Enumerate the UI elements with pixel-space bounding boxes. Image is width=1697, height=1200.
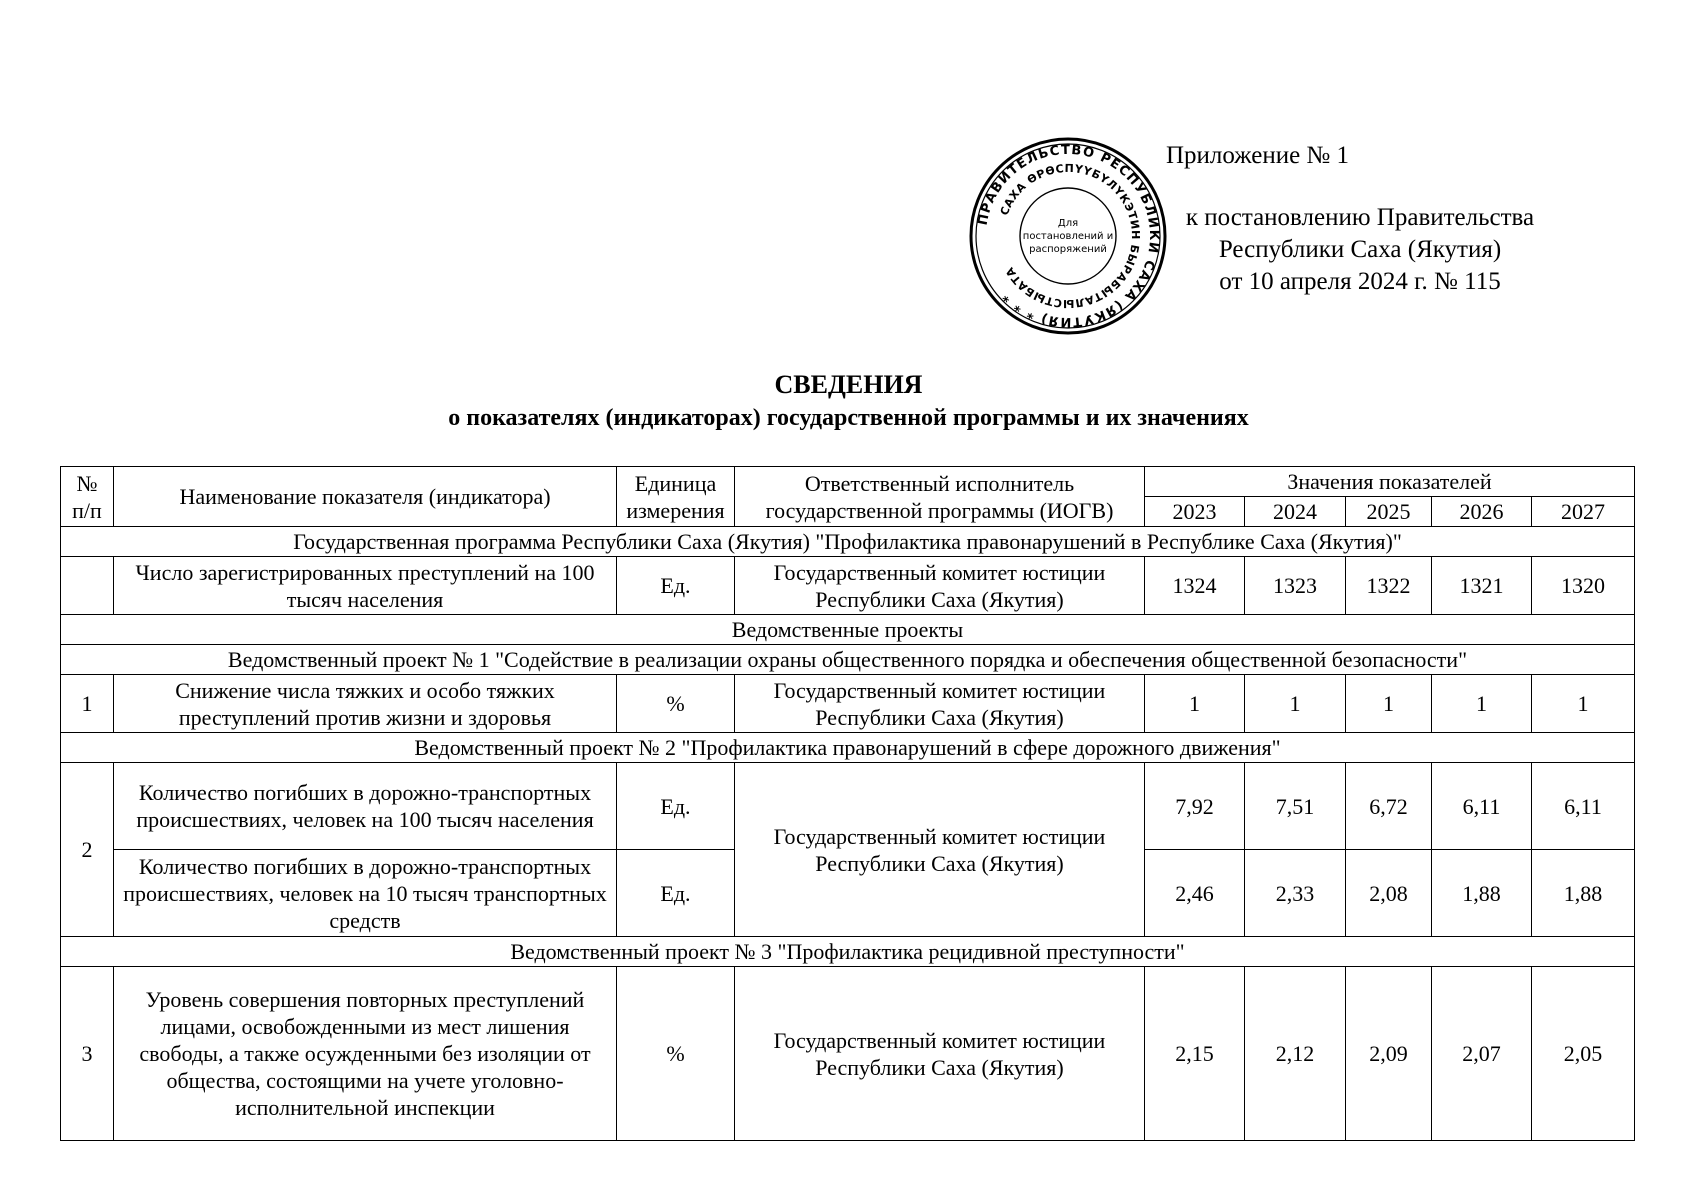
indicator-executor: Государственный комитет юстиции Республики Саха (Якутия): [735, 763, 1145, 937]
departmental-projects-title: Ведомственные проекты: [61, 615, 1635, 645]
value-cell: 6,72: [1346, 763, 1432, 850]
indicator-unit: %: [617, 967, 735, 1141]
header-year: 2024: [1245, 497, 1346, 527]
value-cell: 1: [1432, 675, 1532, 733]
value-cell: 2,46: [1145, 850, 1245, 937]
value-cell: 1320: [1532, 557, 1635, 615]
section-row: [61, 937, 1635, 967]
row-num: 1: [61, 675, 114, 733]
indicator-executor: Государственный комитет юстиции Республики Саха (Якутия): [735, 967, 1145, 1141]
section-row: [61, 615, 1635, 645]
document-title-block: [0, 368, 1697, 434]
value-cell: 1322: [1346, 557, 1432, 615]
row-num: [61, 557, 114, 615]
row-num: 3: [61, 967, 114, 1141]
value-cell: 2,07: [1432, 967, 1532, 1141]
value-cell: 2,33: [1245, 850, 1346, 937]
value-cell: 1323: [1245, 557, 1346, 615]
project-3-title: Ведомственный проект № 3 "Профилактика рецидивной преступности": [61, 937, 1635, 967]
document-title: СВЕДЕНИЯ: [774, 370, 923, 399]
seal-center-line-1: Для: [1057, 218, 1079, 229]
header-year: 2025: [1346, 497, 1432, 527]
appendix-decree-line: к постановлению Правительства: [1185, 204, 1535, 231]
appendix-republic-line: Республики Саха (Якутия): [1218, 236, 1502, 263]
value-cell: 2,15: [1145, 967, 1245, 1141]
indicator-name: Количество погибших в дорожно-транспортных происшествиях, человек на 100 тысяч населения: [114, 763, 617, 850]
header-year: 2026: [1432, 497, 1532, 527]
table-row: [61, 675, 1635, 733]
header-unit: Единица измерения: [617, 467, 735, 527]
section-row: [61, 645, 1635, 675]
value-cell: 1321: [1432, 557, 1532, 615]
project-2-title: Ведомственный проект № 2 "Профилактика правонарушений в сфере дорожного движения": [61, 733, 1635, 763]
project-1-title: Ведомственный проект № 1 "Содействие в реализации охраны общественного порядка и обеспечения общественной безопасности": [61, 645, 1635, 675]
document-subtitle: о показателях (индикаторах) государственной программы и их значениях: [448, 405, 1249, 431]
value-cell: 6,11: [1432, 763, 1532, 850]
value-cell: 1: [1346, 675, 1432, 733]
indicator-unit: Ед.: [617, 763, 735, 850]
indicator-unit: Ед.: [617, 557, 735, 615]
header-num: № п/п: [61, 467, 114, 527]
seal-center-line-3: распоряжений: [1029, 244, 1107, 255]
table-row: [61, 967, 1635, 1141]
appendix-block: [1150, 140, 1570, 298]
value-cell: 6,11: [1532, 763, 1635, 850]
indicator-unit: Ед.: [617, 850, 735, 937]
appendix-date-line: от 10 апреля 2024 г. № 115: [1219, 268, 1501, 295]
value-cell: 7,51: [1245, 763, 1346, 850]
header-name: Наименование показателя (индикатора): [114, 467, 617, 527]
value-cell: 7,92: [1145, 763, 1245, 850]
indicator-unit: %: [617, 675, 735, 733]
program-title: Государственная программа Республики Саха (Якутия) "Профилактика правонарушений в Республике Саха (Якутия)": [61, 527, 1635, 557]
indicator-name: Число зарегистрированных преступлений на 100 тысяч населения: [114, 557, 617, 615]
indicator-executor: Государственный комитет юстиции Республики Саха (Якутия): [735, 675, 1145, 733]
table-header-row: [61, 467, 1635, 497]
value-cell: 1,88: [1432, 850, 1532, 937]
indicator-name: Снижение числа тяжких и особо тяжких преступлений против жизни и здоровья: [114, 675, 617, 733]
header-values: Значения показателей: [1145, 467, 1635, 497]
value-cell: 2,09: [1346, 967, 1432, 1141]
value-cell: 2,12: [1245, 967, 1346, 1141]
value-cell: 1: [1145, 675, 1245, 733]
value-cell: 1,88: [1532, 850, 1635, 937]
indicator-name: Уровень совершения повторных преступлений лицами, освобожденными из мест лишения свободы, а также осужденными без изоляции от общества, состоящими на учете уголовно-исполнительной инспекции: [114, 967, 617, 1141]
seal-outer-text: ПРАВИТЕЛЬСТВО РЕСПУБЛИКИ САХА (ЯКУТИЯ) * * *: [975, 142, 1162, 330]
value-cell: 1324: [1145, 557, 1245, 615]
indicator-executor: Государственный комитет юстиции Республики Саха (Якутия): [735, 557, 1145, 615]
value-cell: 2,08: [1346, 850, 1432, 937]
table-row: [61, 763, 1635, 850]
header-year: 2023: [1145, 497, 1245, 527]
indicators-table: [60, 466, 1635, 1141]
indicator-name: Количество погибших в дорожно-транспортных происшествиях, человек на 10 тысяч транспортных средств: [114, 850, 617, 937]
appendix-number: Приложение № 1: [1166, 142, 1350, 169]
value-cell: 1: [1532, 675, 1635, 733]
section-row: [61, 733, 1635, 763]
official-seal: [968, 136, 1168, 336]
value-cell: 1: [1245, 675, 1346, 733]
row-num: 2: [61, 763, 114, 937]
seal-inner-text: САХА ӨРӨСПҮҮБҮЛҮКЭТИН БЫРАБЫТАЛЫСТЫБАТА: [997, 161, 1143, 311]
value-cell: 2,05: [1532, 967, 1635, 1141]
table-row: [61, 557, 1635, 615]
section-row: [61, 527, 1635, 557]
header-executor: Ответственный исполнитель государственной программы (ИОГВ): [735, 467, 1145, 527]
header-year: 2027: [1532, 497, 1635, 527]
seal-center-line-2: постановлений и: [1022, 231, 1114, 242]
